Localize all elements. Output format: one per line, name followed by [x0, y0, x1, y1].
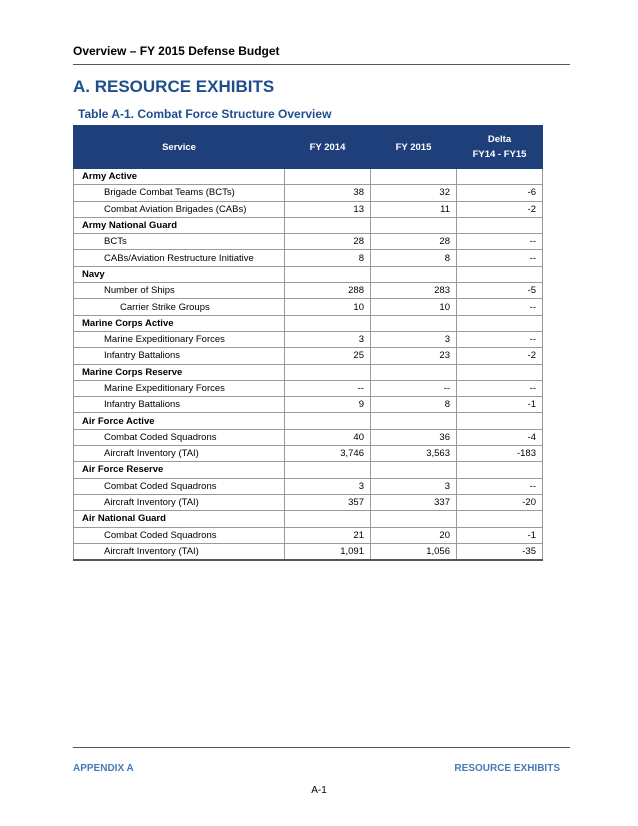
delta-cell — [457, 413, 543, 429]
table-row — [74, 331, 543, 347]
delta-cell: -35 — [457, 543, 543, 560]
fy2015-cell: -- — [371, 380, 457, 396]
table-row — [74, 283, 543, 299]
table-row — [74, 250, 543, 266]
fy2014-cell: 3,746 — [285, 446, 371, 462]
table-row — [74, 543, 543, 560]
table-row — [74, 397, 543, 413]
delta-cell: -- — [457, 380, 543, 396]
fy2015-cell — [371, 462, 457, 478]
fy2015-cell: 3 — [371, 478, 457, 494]
fy2014-cell: 8 — [285, 250, 371, 266]
table-row — [74, 201, 543, 217]
fy2015-cell — [371, 413, 457, 429]
delta-cell: -- — [457, 250, 543, 266]
table-row — [74, 234, 543, 250]
row-label: Aircraft Inventory (TAI) — [74, 543, 285, 560]
row-label: Combat Coded Squadrons — [74, 478, 285, 494]
table-group-row — [74, 462, 543, 478]
delta-cell: -1 — [457, 527, 543, 543]
row-label: CABs/Aviation Restructure Initiative — [74, 250, 285, 266]
row-label: Marine Expeditionary Forces — [74, 331, 285, 347]
fy2014-cell: 25 — [285, 348, 371, 364]
fy2015-cell — [371, 169, 457, 185]
group-label: Navy — [74, 266, 285, 282]
fy2014-cell — [285, 266, 371, 282]
row-label: Brigade Combat Teams (BCTs) — [74, 185, 285, 201]
table-group-row — [74, 364, 543, 380]
delta-cell — [457, 364, 543, 380]
fy2014-cell — [285, 217, 371, 233]
row-label: Marine Expeditionary Forces — [74, 380, 285, 396]
delta-cell: -- — [457, 234, 543, 250]
fy2015-cell — [371, 266, 457, 282]
delta-cell — [457, 462, 543, 478]
document-header-title: Overview – FY 2015 Defense Budget — [73, 44, 280, 58]
table-row — [74, 348, 543, 364]
fy2014-cell — [285, 315, 371, 331]
group-label: Air National Guard — [74, 511, 285, 527]
row-label: Number of Ships — [74, 283, 285, 299]
fy2014-cell: -- — [285, 380, 371, 396]
fy2015-cell: 32 — [371, 185, 457, 201]
group-label: Air Force Active — [74, 413, 285, 429]
fy2015-cell: 36 — [371, 429, 457, 445]
footer-appendix-label: APPENDIX A — [73, 763, 134, 774]
fy2014-cell: 21 — [285, 527, 371, 543]
fy2014-cell: 38 — [285, 185, 371, 201]
fy2014-cell — [285, 364, 371, 380]
group-label: Marine Corps Reserve — [74, 364, 285, 380]
delta-cell — [457, 511, 543, 527]
fy2014-cell — [285, 511, 371, 527]
row-label: Combat Coded Squadrons — [74, 429, 285, 445]
combat-force-structure-table — [73, 125, 543, 561]
table-group-row — [74, 315, 543, 331]
fy2015-cell: 11 — [371, 201, 457, 217]
table-row — [74, 446, 543, 462]
table-row — [74, 494, 543, 510]
table-group-row — [74, 413, 543, 429]
fy2014-cell — [285, 413, 371, 429]
table-row — [74, 299, 543, 315]
table-group-row — [74, 266, 543, 282]
fy2015-cell: 3 — [371, 331, 457, 347]
row-label: Combat Coded Squadrons — [74, 527, 285, 543]
fy2015-cell: 20 — [371, 527, 457, 543]
delta-cell: -6 — [457, 185, 543, 201]
delta-header-line2: FY14 - FY15 — [472, 149, 527, 160]
fy2015-cell: 1,056 — [371, 543, 457, 560]
table-header-row — [74, 126, 543, 169]
delta-cell: -5 — [457, 283, 543, 299]
group-label: Marine Corps Active — [74, 315, 285, 331]
fy2014-cell: 9 — [285, 397, 371, 413]
group-label: Army Active — [74, 169, 285, 185]
delta-cell — [457, 266, 543, 282]
page-number: A-1 — [311, 785, 327, 796]
fy2015-cell — [371, 315, 457, 331]
fy2014-cell — [285, 462, 371, 478]
table-row — [74, 527, 543, 543]
table-row — [74, 185, 543, 201]
fy2014-cell: 10 — [285, 299, 371, 315]
delta-cell: -1 — [457, 397, 543, 413]
fy2015-cell: 3,563 — [371, 446, 457, 462]
group-label: Air Force Reserve — [74, 462, 285, 478]
row-label: Carrier Strike Groups — [74, 299, 285, 315]
section-title: A. RESOURCE EXHIBITS — [73, 77, 275, 96]
delta-cell: -- — [457, 478, 543, 494]
fy2015-cell: 8 — [371, 397, 457, 413]
column-header-fy2014: FY 2014 — [285, 126, 371, 169]
delta-cell: -183 — [457, 446, 543, 462]
fy2015-cell: 8 — [371, 250, 457, 266]
row-label: Infantry Battalions — [74, 348, 285, 364]
header-divider — [73, 64, 570, 65]
fy2014-cell: 28 — [285, 234, 371, 250]
delta-cell — [457, 315, 543, 331]
fy2015-cell — [371, 217, 457, 233]
row-label: Infantry Battalions — [74, 397, 285, 413]
delta-cell: -20 — [457, 494, 543, 510]
row-label: Aircraft Inventory (TAI) — [74, 446, 285, 462]
fy2015-cell: 10 — [371, 299, 457, 315]
table-group-row — [74, 169, 543, 185]
footer-divider — [73, 747, 570, 748]
fy2014-cell: 40 — [285, 429, 371, 445]
fy2015-cell — [371, 364, 457, 380]
fy2014-cell — [285, 169, 371, 185]
fy2015-cell: 28 — [371, 234, 457, 250]
table-group-row — [74, 217, 543, 233]
delta-cell: -- — [457, 331, 543, 347]
fy2015-cell: 23 — [371, 348, 457, 364]
footer-section-label: RESOURCE EXHIBITS — [454, 763, 560, 774]
row-label: BCTs — [74, 234, 285, 250]
fy2014-cell: 357 — [285, 494, 371, 510]
fy2015-cell — [371, 511, 457, 527]
delta-cell: -- — [457, 299, 543, 315]
table-caption: Table A-1. Combat Force Structure Overview — [78, 107, 332, 121]
fy2015-cell: 283 — [371, 283, 457, 299]
delta-cell: -4 — [457, 429, 543, 445]
delta-cell — [457, 169, 543, 185]
delta-header-line1: Delta — [487, 134, 512, 145]
column-header-delta — [457, 126, 543, 169]
row-label: Aircraft Inventory (TAI) — [74, 494, 285, 510]
fy2014-cell: 3 — [285, 478, 371, 494]
column-header-fy2015: FY 2015 — [371, 126, 457, 169]
table-row — [74, 478, 543, 494]
table-row — [74, 429, 543, 445]
delta-cell — [457, 217, 543, 233]
row-label: Combat Aviation Brigades (CABs) — [74, 201, 285, 217]
group-label: Army National Guard — [74, 217, 285, 233]
fy2014-cell: 288 — [285, 283, 371, 299]
table-row — [74, 380, 543, 396]
delta-cell: -2 — [457, 348, 543, 364]
delta-cell: -2 — [457, 201, 543, 217]
table-group-row — [74, 511, 543, 527]
fy2014-cell: 1,091 — [285, 543, 371, 560]
column-header-service: Service — [74, 126, 285, 169]
fy2014-cell: 3 — [285, 331, 371, 347]
fy2014-cell: 13 — [285, 201, 371, 217]
fy2015-cell: 337 — [371, 494, 457, 510]
